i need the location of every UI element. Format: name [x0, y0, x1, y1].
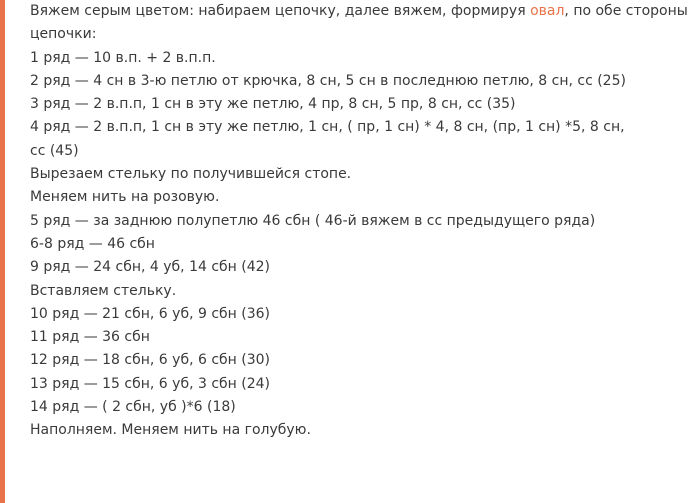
left-accent-bar	[0, 0, 5, 503]
row-12: 12 ряд — 18 сбн, 6 уб, 6 сбн (30)	[30, 352, 271, 369]
rows-6-8: 6-8 ряд — 46 сбн	[30, 235, 155, 252]
change-color-pink-note: Меняем нить на розовую.	[30, 189, 220, 206]
stuff-change-blue-note: Наполняем. Меняем нить на голубую.	[30, 422, 311, 439]
row-10: 10 ряд — 21 сбн, 6 уб, 9 сбн (36)	[30, 305, 271, 322]
row-2: 2 ряд — 4 сн в 3-ю петлю от крючка, 8 сн, 5 сн в последнюю петлю, 8 сн, сс (25)	[30, 72, 626, 89]
row-4-continued: сс (45)	[30, 142, 79, 159]
intro-text-end: , по обе стороны цепочки:	[30, 3, 688, 43]
row-1: 1 ряд — 10 в.п. + 2 в.п.п.	[30, 49, 216, 66]
pattern-text	[30, 0, 695, 443]
cut-insole-note: Вырезаем стельку по получившейся стопе.	[30, 166, 352, 183]
intro-paragraph	[30, 0, 695, 47]
oval-highlight: овал	[530, 3, 565, 19]
row-4: 4 ряд — 2 в.п.п, 1 сн в эту же петлю, 1 сн, ( пр, 1 сн) * 4, 8 сн, (пр, 1 сн) *5, 8 сн,	[30, 119, 625, 136]
row-13: 13 ряд — 15 сбн, 6 уб, 3 сбн (24)	[30, 375, 271, 392]
insert-insole-note: Вставляем стельку.	[30, 282, 177, 299]
row-11: 11 ряд — 36 сбн	[30, 329, 150, 346]
intro-text: Вяжем серым цветом: набираем цепочку, далее вяжем, формируя	[30, 3, 531, 19]
row-5: 5 ряд — за заднюю полупетлю 46 сбн ( 46-й вяжем в сс предыдущего ряда)	[30, 212, 596, 229]
row-9: 9 ряд — 24 сбн, 4 уб, 14 сбн (42)	[30, 259, 271, 276]
row-3: 3 ряд — 2 в.п.п, 1 сн в эту же петлю, 4 пр, 8 сн, 5 пр, 8 сн, сс (35)	[30, 96, 516, 113]
row-14: 14 ряд — ( 2 сбн, уб )*6 (18)	[30, 399, 236, 416]
